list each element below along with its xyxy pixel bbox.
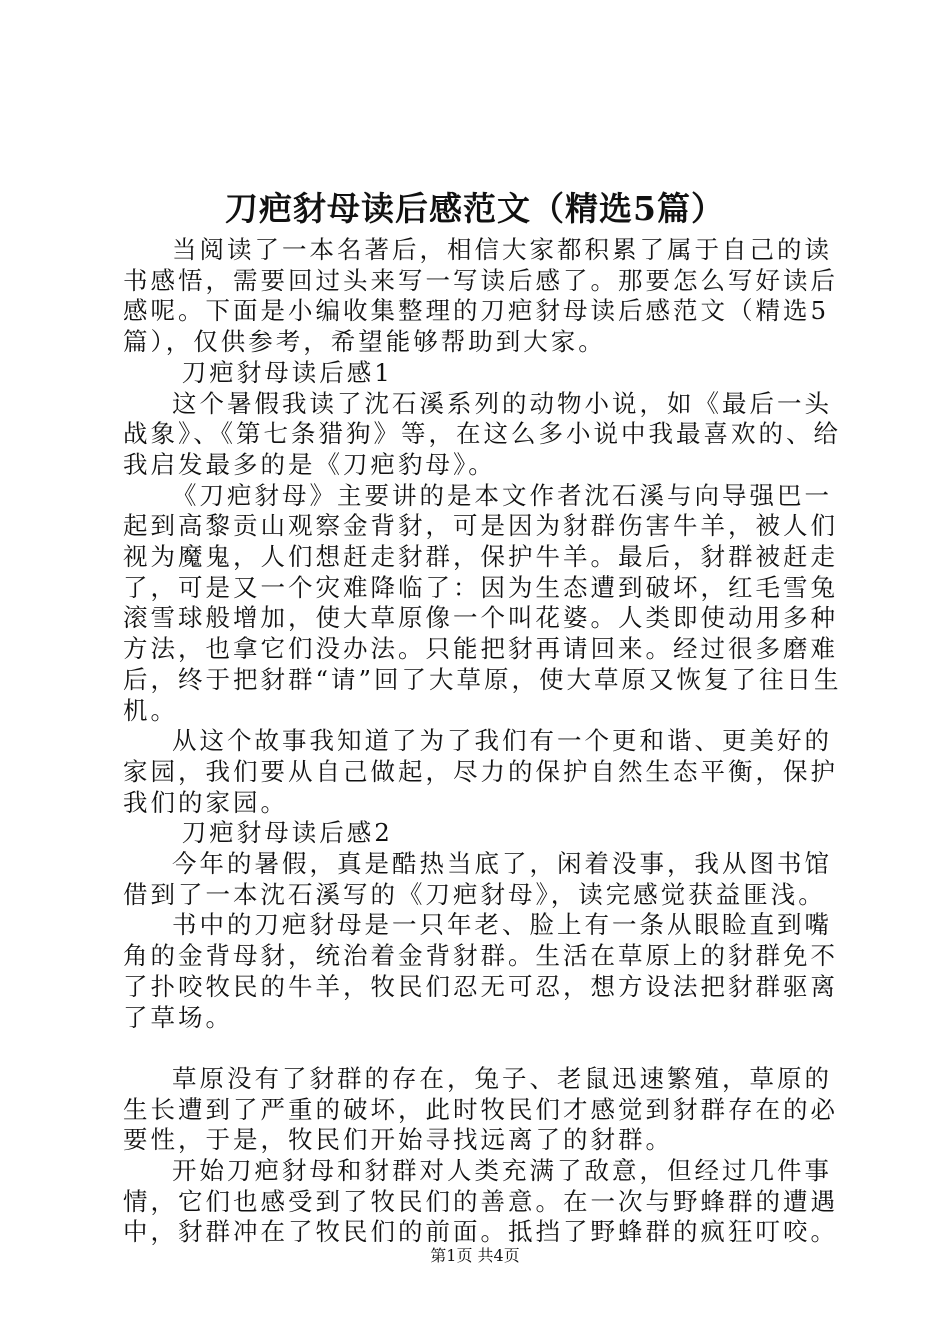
body-paragraph: 从这个故事我知道了为了我们有一个更和谐、更美好的家园，我们要从自己做起，尽力的保护自然生态平衡，保护我们的家园。 — [123, 726, 838, 817]
body-paragraph: 这个暑假我读了沈石溪系列的动物小说，如《最后一头战象》、《第七条猎狗》等，在这么多小说中我最喜欢的、给我启发最多的是《刀疤豹母》。 — [123, 388, 841, 479]
page-number-footer: 第1页 共4页 — [430, 1246, 520, 1265]
document-title: 刀疤豺母读后感范文（精选5篇） — [225, 189, 725, 228]
body-paragraph: 开始刀疤豺母和豺群对人类充满了敌意，但经过几件事情，它们也感受到了牧民们的善意。在一次与野蜂群的遭遇中，豺群冲在了牧民们的前面。抵挡了野蜂群的疯狂叮咬。 — [123, 1156, 838, 1247]
body-paragraph: 书中的刀疤豺母是一只年老、脸上有一条从眼睑直到嘴角的金背母豺，统治着金背豺群。生活在草原上的豺群免不了扑咬牧民的牛羊，牧民们忍无可忍，想方设法把豺群驱离了草场。 — [123, 910, 838, 1032]
section-heading-2: 刀疤豺母读后感2 — [181, 818, 393, 848]
body-paragraph: 《刀疤豺母》主要讲的是本文作者沈石溪与向导强巴一起到高黎贡山观察金背豺，可是因为豺群伤害牛羊，被人们视为魔鬼，人们想赶走豺群，保护牛羊。最后，豺群被赶走了，可是又一个灾难降临了：因为生态遭到破坏，红毛雪兔滚雪球般增加，使大草原像一个叫花婆。人类即使动用多种方法，也拿它们没办法。只能把豺再请回来。经过很多磨难后，终于把豺群“请”回了大草原，使大草原又恢复了往日生机。 — [123, 480, 842, 725]
document-body — [123, 235, 853, 1248]
intro-paragraph: 当阅读了一本名著后，相信大家都积累了属于自己的读书感悟，需要回过头来写一写读后感了。那要怎么写好读后感呢。下面是小编收集整理的刀疤豺母读后感范文（精选5篇），仅供参考，希望能够帮助到大家。 — [123, 235, 838, 357]
section-heading-1: 刀疤豺母读后感1 — [181, 357, 393, 387]
body-paragraph: 今年的暑假，真是酷热当底了，闲着没事，我从图书馆借到了一本沈石溪写的《刀疤豺母》，读完感觉获益匪浅。 — [123, 849, 832, 909]
body-paragraph: 草原没有了豺群的存在，兔子、老鼠迅速繁殖，草原的生长遭到了严重的破坏，此时牧民们才感觉到豺群存在的必要性，于是，牧民们开始寻找远离了的豺群。 — [123, 1063, 838, 1155]
paragraph-gap — [123, 1033, 853, 1064]
